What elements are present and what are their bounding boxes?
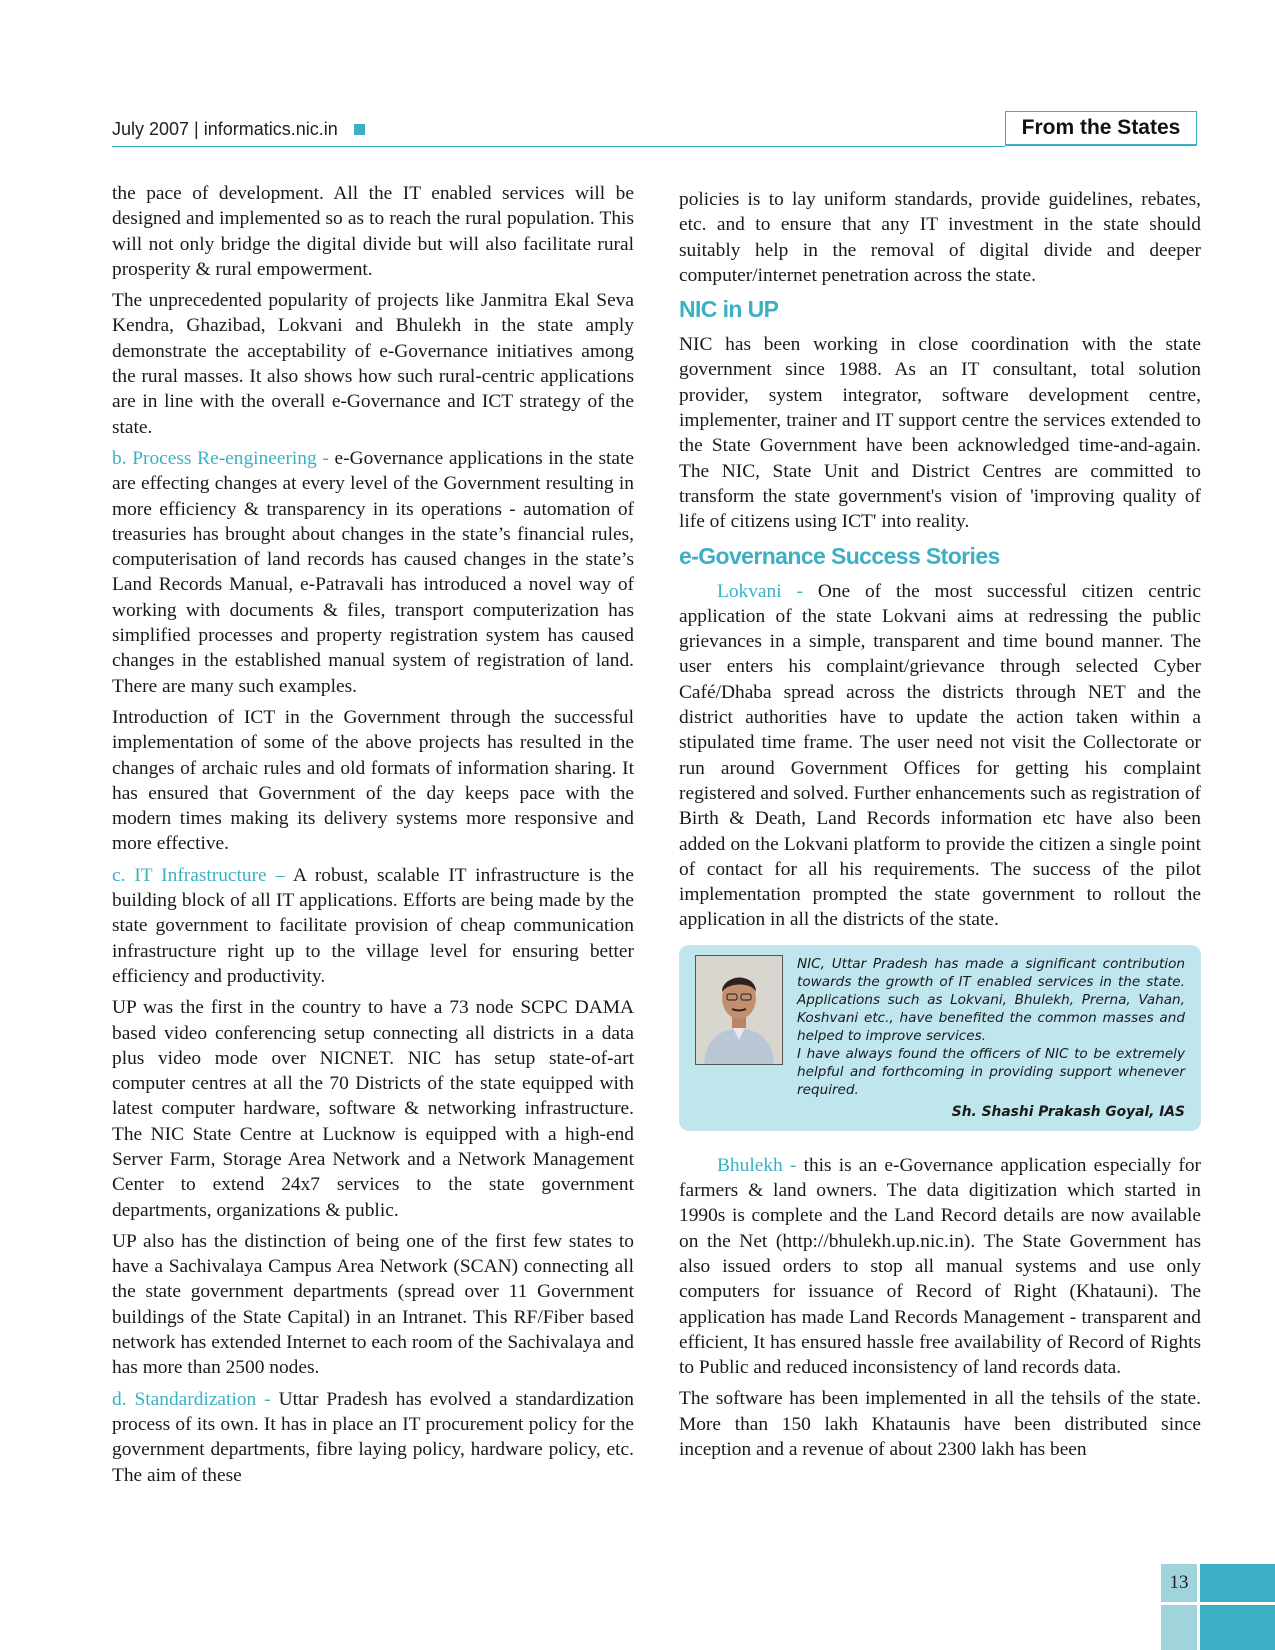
paragraph: UP was the first in the country to have a 73 node SCPC DAMA based video conferencing setup connecting all districts in a data plus video mode over NICNET. NIC has setup state-of-art computer centres at all the 70 Districts of the state equipped with latest computer hardware, software & networking infrastructure. The NIC State Centre at Lucknow is equipped with a high-end Server Farm, Storage Area Network and a Network Management Center to extend 24x7 services to the state government departments, organizations & public. — [112, 997, 634, 1221]
header-rule — [112, 146, 1005, 147]
portrait-illustration — [696, 956, 782, 1064]
testimonial-text — [797, 955, 1185, 1121]
paragraph-body: Uttar Pradesh has evolved a standardization process of its own. It has in place an IT procurement policy for the government departments, fibre laying policy, hardware policy, etc. The aim of these — [112, 1388, 634, 1486]
testimonial-line: I have always found the officers of NIC to be extremely helpful and forthcoming in providing support whenever required. — [797, 1045, 1185, 1098]
paragraph-standardization — [112, 1387, 634, 1488]
paragraph: policies is to lay uniform standards, provide guidelines, rebates, etc. and to ensure that any IT investment in the state should suitably help in the removal of digital divide and deeper computer/internet penetration across the state. — [679, 189, 1201, 286]
header-date-site: July 2007 | informatics.nic.in — [112, 119, 338, 139]
paragraph-process-reengineering — [112, 446, 634, 699]
right-column — [679, 187, 1201, 1468]
paragraph-lead: Lokvani - — [717, 580, 803, 602]
testimonial-attribution: Sh. Shashi Prakash Goyal, IAS — [951, 1103, 1185, 1120]
paragraph-bhulekh — [679, 1153, 1201, 1381]
paragraph: The unprecedented popularity of projects like Janmitra Ekal Seva Kendra, Ghazibad, Lokvani and Bhulekh in the state amply demonstrate the acceptability of e-Governance initiatives among the rural masses. It also shows how such rural-centric applications are in line with the overall e-Governance and ICT strategy of the state. — [112, 290, 634, 438]
paragraph-lokvani — [679, 579, 1201, 933]
section-heading-success-stories: e-Governance Success Stories — [679, 542, 1000, 569]
paragraph-lead: b. Process Re-engineering - — [112, 447, 329, 469]
paragraph: UP also has the distinction of being one of the first few states to have a Sachivalaya Campus Area Network (SCAN) connecting all the state government departments (spread over 11 Government buildings of the State Capital) in an Intranet. This RF/Fiber based network has extended Internet to each room of the Sachivalaya and has more than 2500 nodes. — [112, 1230, 634, 1379]
testimonial-line: NIC, Uttar Pradesh has made a significant contribution towards the growth of IT enabled services in the state. Applications such as Lokvani, Bhulekh, Prerna, Vahan, Koshvani etc., have benefited the common masses and helped to improve services. — [797, 955, 1185, 1044]
paragraph: Introduction of ICT in the Government through the successful implementation of some of the above projects has resulted in the changes of archaic rules and old formats of information sharing. It has ensured that Government of the day keeps pace with the modern times making its delivery systems more responsive and more effective. — [112, 706, 634, 855]
header-square-marker — [354, 124, 365, 135]
paragraph-body: e-Governance applications in the state are effecting changes at every level of the Government resulting in more efficiency & transparency in its operations - automation of treasuries has brought about changes in the state’s financial rules, computerisation of land records has caused changes in the state’s Land Records Manual, e-Patravali has introduced a novel way of working with documents & files, transport computerization has simplified processes and property registration system has caused changes in the established manual system of registration of land. There are many such examples. — [112, 447, 634, 697]
paragraph: NIC has been working in close coordination with the state government since 1988. As an IT consultant, total solution provider, system integrator, software development centre, implementer, trainer and IT support centre the services extended to the State Government have been acknowledged time-and-again. The NIC, State Unit and District Centres are committed to transform the state government's vision of 'improving quality of life of citizens using ICT' into reality. — [679, 334, 1201, 533]
paragraph-body: One of the most successful citizen centric application of the state Lokvani aims at redressing the public grievances in a simple, transparent and time bound manner. The user enters his complaint/grievance through selected Cyber Café/Dhaba spread across the districts through NET and the district authorities have to update the action taken within a stipulated time frame. The user need not visit the Collectorate or run around Government Offices for getting his complaint registered and solved. Further enhancements such as registration of Birth & Death, Land Records information etc have also been added on the Lokvani platform to provide the citizen a single point of contact for all his requirements. The success of the pilot implementation prompted the state government to rollout the application in all the districts of the state. — [679, 580, 1201, 931]
paragraph-lead: c. IT Infrastructure – — [112, 864, 286, 886]
corner-decoration — [1200, 1605, 1275, 1650]
paragraph-body: this is an e-Governance application especially for farmers & land owners. The data digitization which started in 1990s is complete and the Land Record details are now available on the Net (http://bhulekh.up.nic.in). The State Government has also issued orders to stop all manual systems and use only computers for issuance of Record of Right (Khatauni). The application has made Land Records Management - transparent and efficient, It has ensured hassle free availability of Record of Rights to Public and reduced inconsistency of land records data. — [679, 1154, 1202, 1379]
section-heading-nic-in-up: NIC in UP — [679, 296, 779, 323]
corner-decoration — [1161, 1605, 1197, 1650]
paragraph-body: A robust, scalable IT infrastructure is the building block of all IT applications. Efforts are being made by the state government to facilitate provision of cheap communication infrastructure right up to the village level for ensuring better efficiency and productivity. — [112, 864, 634, 987]
page-number: 13 — [1169, 1572, 1189, 1593]
portrait-photo — [695, 955, 783, 1065]
paragraph-lead: Bhulekh - — [717, 1154, 797, 1176]
corner-decoration — [1200, 1564, 1275, 1602]
paragraph-it-infrastructure — [112, 863, 634, 989]
testimonial-box — [679, 945, 1201, 1131]
section-title-box — [1005, 111, 1197, 146]
paragraph: The software has been implemented in all the tehsils of the state. More than 150 lakh Khataunis have been distributed since inception and a revenue of about 2300 lakh has been — [679, 1388, 1201, 1460]
paragraph-lead: d. Standardization - — [112, 1388, 271, 1410]
paragraph: the pace of development. All the IT enabled services will be designed and implemented so as to reach the rural population. This will not only bridge the digital divide but will also facilitate rural prosperity & rural empowerment. — [112, 183, 634, 280]
running-header — [112, 119, 365, 140]
left-column — [112, 181, 634, 1494]
section-title: From the States — [1021, 116, 1181, 139]
